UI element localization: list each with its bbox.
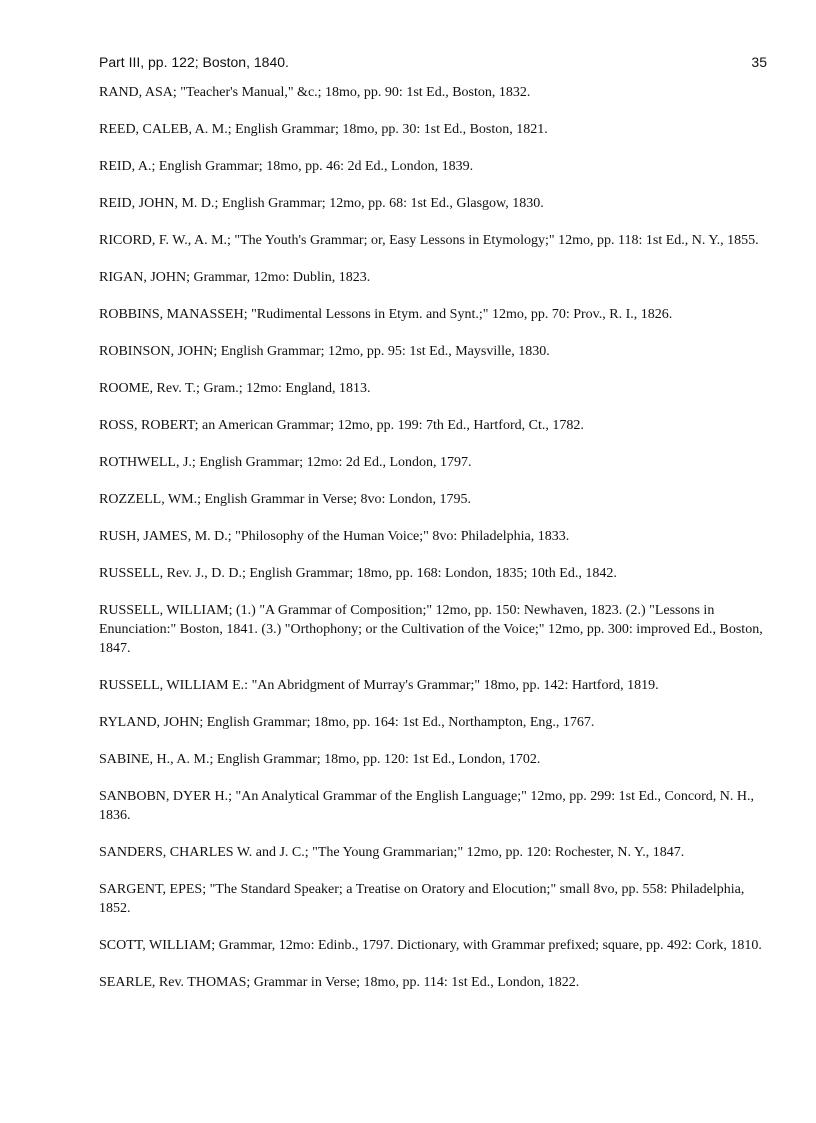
bibliography-entry: SANBOBN, DYER H.; "An Analytical Grammar of the English Language;" 12mo, pp. 299: 1st Ed., Concord, N. H., 1836. <box>99 789 754 823</box>
bibliography-entry: REID, JOHN, M. D.; English Grammar; 12mo, pp. 68: 1st Ed., Glasgow, 1830. <box>99 196 544 211</box>
bibliography-entry: SABINE, H., A. M.; English Grammar; 18mo, pp. 120: 1st Ed., London, 1702. <box>99 752 541 767</box>
bibliography-list <box>99 83 767 1010</box>
bibliography-entry: RICORD, F. W., A. M.; "The Youth's Grammar; or, Easy Lessons in Etymology;" 12mo, pp. 118: 1st Ed., N. Y., 1855. <box>99 233 759 248</box>
bibliography-entry: RAND, ASA; "Teacher's Manual," &c.; 18mo, pp. 90: 1st Ed., Boston, 1832. <box>99 85 531 100</box>
bibliography-entry: ROZZELL, WM.; English Grammar in Verse; 8vo: London, 1795. <box>99 492 471 507</box>
bibliography-entry: SARGENT, EPES; "The Standard Speaker; a Treatise on Oratory and Elocution;" small 8vo, pp. 558: Philadelphia, 1852. <box>99 882 745 916</box>
running-header <box>99 52 767 72</box>
bibliography-entry: SANDERS, CHARLES W. and J. C.; "The Young Grammarian;" 12mo, pp. 120: Rochester, N. Y., 1847. <box>99 845 685 860</box>
bibliography-entry: RUSH, JAMES, M. D.; "Philosophy of the Human Voice;" 8vo: Philadelphia, 1833. <box>99 529 570 544</box>
bibliography-entry: ROBBINS, MANASSEH; "Rudimental Lessons in Etym. and Synt.;" 12mo, pp. 70: Prov., R. I., 1826. <box>99 307 673 322</box>
bibliography-entry: REID, A.; English Grammar; 18mo, pp. 46: 2d Ed., London, 1839. <box>99 159 474 174</box>
bibliography-entry: RIGAN, JOHN; Grammar, 12mo: Dublin, 1823. <box>99 270 371 285</box>
bibliography-entry: RYLAND, JOHN; English Grammar; 18mo, pp. 164: 1st Ed., Northampton, Eng., 1767. <box>99 715 595 730</box>
page-number: 35 <box>751 54 767 70</box>
bibliography-entry: SCOTT, WILLIAM; Grammar, 12mo: Edinb., 1797. Dictionary, with Grammar prefixed; square, pp. 492: Cork, 1810. <box>99 938 762 953</box>
bibliography-entry: REED, CALEB, A. M.; English Grammar; 18mo, pp. 30: 1st Ed., Boston, 1821. <box>99 122 548 137</box>
bibliography-entry: ROOME, Rev. T.; Gram.; 12mo: England, 1813. <box>99 381 371 396</box>
bibliography-entry: SEARLE, Rev. THOMAS; Grammar in Verse; 18mo, pp. 114: 1st Ed., London, 1822. <box>99 975 580 990</box>
bibliography-entry: ROSS, ROBERT; an American Grammar; 12mo, pp. 199: 7th Ed., Hartford, Ct., 1782. <box>99 418 584 433</box>
running-title: Part III, pp. 122; Boston, 1840. <box>99 54 289 70</box>
bibliography-entry: RUSSELL, WILLIAM E.: "An Abridgment of Murray's Grammar;" 18mo, pp. 142: Hartford, 1819. <box>99 678 659 693</box>
bibliography-entry: RUSSELL, WILLIAM; (1.) "A Grammar of Composition;" 12mo, pp. 150: Newhaven, 1823. (2.) "Lessons in Enunciation:" Boston, 1841. (3.) "Orthophony; or the Cultivation of the Voice;" 12mo, pp. 300: improved Ed., Boston, 1847. <box>99 603 763 656</box>
bibliography-entry: RUSSELL, Rev. J., D. D.; English Grammar; 18mo, pp. 168: London, 1835; 10th Ed., 1842. <box>99 566 617 581</box>
bibliography-entry: ROBINSON, JOHN; English Grammar; 12mo, pp. 95: 1st Ed., Maysville, 1830. <box>99 344 550 359</box>
bibliography-entry: ROTHWELL, J.; English Grammar; 12mo: 2d Ed., London, 1797. <box>99 455 472 470</box>
